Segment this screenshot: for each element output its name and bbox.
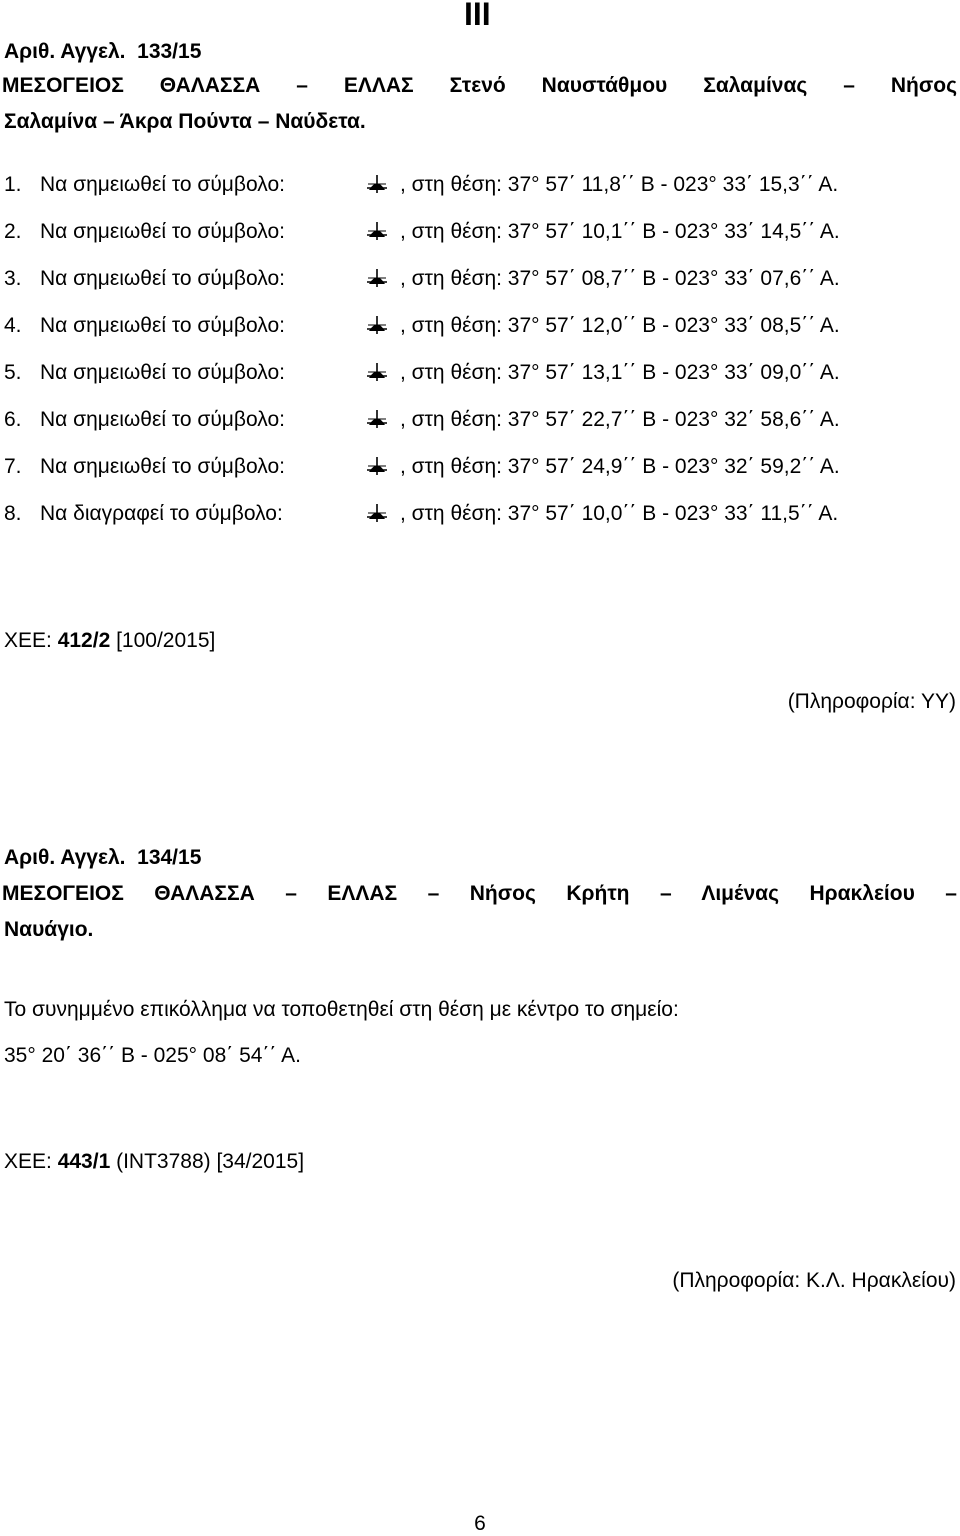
item-number: 4. <box>4 314 22 337</box>
item-position: , στη θέση: 37° 57΄ 22,7΄΄ Β - 023° 32΄ 58,6΄΄ Α. <box>400 408 840 431</box>
notice1-number-label: Αριθ. Αγγελ. <box>4 40 126 63</box>
notice2-number-value: 134/15 <box>137 846 202 869</box>
title-word: Νήσος <box>890 74 957 97</box>
notice1-number-value: 133/15 <box>137 40 202 63</box>
item-number: 2. <box>4 220 22 243</box>
title-word: – <box>427 882 440 905</box>
item-instruction: Να σημειωθεί το σύμβολο: <box>40 408 285 431</box>
chart-ref-prefix: ΧΕΕ: <box>4 629 58 652</box>
item-number: 5. <box>4 361 22 384</box>
item-position: , στη θέση: 37° 57΄ 13,1΄΄ Β - 023° 33΄ 09,0΄΄ Α. <box>400 361 840 384</box>
item-instruction: Να διαγραφεί το σύμβολο: <box>40 502 283 525</box>
wreck-symbol-icon <box>366 455 388 477</box>
notice2-title-line1 <box>2 882 957 906</box>
wreck-symbol-icon <box>366 408 388 430</box>
title-word: – <box>659 882 672 905</box>
wreck-symbol-icon <box>366 173 388 195</box>
wreck-symbol-icon <box>366 267 388 289</box>
item-position: , στη θέση: 37° 57΄ 10,0΄΄ Β - 023° 33΄ 11,5΄΄ Α. <box>400 502 839 525</box>
notice1-info-source: (Πληροφορία: ΥΥ) <box>787 690 956 713</box>
notice1-item <box>0 173 960 203</box>
title-word: ΜΕΣΟΓΕΙΟΣ <box>2 74 124 97</box>
title-word: Κρήτη <box>566 882 630 905</box>
item-instruction: Να σημειωθεί το σύμβολο: <box>40 220 285 243</box>
item-number: 3. <box>4 267 22 290</box>
title-word: ΕΛΛΑΣ <box>327 882 398 905</box>
item-position: , στη θέση: 37° 57΄ 11,8΄΄ Β - 023° 33΄ 15,3΄΄ Α. <box>400 173 839 196</box>
item-number: 6. <box>4 408 22 431</box>
item-position: , στη θέση: 37° 57΄ 12,0΄΄ Β - 023° 33΄ 08,5΄΄ Α. <box>400 314 840 337</box>
notice1-item <box>0 220 960 250</box>
title-word: ΜΕΣΟΓΕΙΟΣ <box>2 882 124 905</box>
item-instruction: Να σημειωθεί το σύμβολο: <box>40 267 285 290</box>
page-section-numeral: III <box>464 0 491 32</box>
wreck-symbol-icon <box>366 314 388 336</box>
title-word: – <box>296 74 308 97</box>
notice2-position: 35° 20΄ 36΄΄ Β - 025° 08΄ 54΄΄ Α. <box>4 1044 301 1067</box>
title-word: – <box>945 882 957 905</box>
notice1-chart-reference <box>4 629 215 653</box>
page-number: 6 <box>474 1512 486 1535</box>
title-word: ΘΑΛΑΣΣΑ <box>159 74 261 97</box>
item-instruction: Να σημειωθεί το σύμβολο: <box>40 173 285 196</box>
notice1-title-line1 <box>2 74 957 98</box>
title-word: ΕΛΛΑΣ <box>343 74 414 97</box>
title-word: Στενό <box>449 74 506 97</box>
notice1-number <box>4 40 201 64</box>
notice2-number <box>4 846 201 870</box>
notice2-chart-reference <box>4 1150 304 1174</box>
item-position: , στη θέση: 37° 57΄ 10,1΄΄ Β - 023° 33΄ 14,5΄΄ Α. <box>400 220 840 243</box>
title-word: Σαλαμίνας <box>703 74 808 97</box>
notice1-item <box>0 455 960 485</box>
chart-ref-number: 412/2 <box>57 629 111 652</box>
chart-ref-suffix: (INT3788) [34/2015] <box>110 1150 305 1173</box>
notice2-body-line1: Το συνημμένο επικόλλημα να τοποθετηθεί στη θέση με κέντρο το σημείο: <box>4 998 679 1021</box>
notice2-info-source: (Πληροφορία: Κ.Λ. Ηρακλείου) <box>672 1269 956 1292</box>
item-number: 8. <box>4 502 22 525</box>
chart-ref-number: 443/1 <box>57 1150 111 1173</box>
notice2-number-label: Αριθ. Αγγελ. <box>4 846 126 869</box>
notice1-item <box>0 408 960 438</box>
title-word: Ναυστάθμου <box>541 74 668 97</box>
title-word: – <box>285 882 297 905</box>
item-instruction: Να σημειωθεί το σύμβολο: <box>40 361 285 384</box>
notice1-item <box>0 361 960 391</box>
title-word: ΘΑΛΑΣΣΑ <box>154 882 255 905</box>
chart-ref-suffix: [100/2015] <box>110 629 216 652</box>
title-word: Λιμένας <box>701 882 780 905</box>
title-word: – <box>843 74 855 97</box>
notice1-item <box>0 314 960 344</box>
wreck-symbol-icon <box>366 220 388 242</box>
item-position: , στη θέση: 37° 57΄ 08,7΄΄ Β - 023° 33΄ 07,6΄΄ Α. <box>400 267 840 290</box>
notice2-title-line2: Ναυάγιο. <box>4 918 94 941</box>
title-word: Ηρακλείου <box>809 882 915 905</box>
item-instruction: Να σημειωθεί το σύμβολο: <box>40 455 285 478</box>
title-word: Νήσος <box>469 882 536 905</box>
item-number: 7. <box>4 455 22 478</box>
wreck-symbol-icon <box>366 361 388 383</box>
chart-ref-prefix: ΧΕΕ: <box>4 1150 58 1173</box>
item-instruction: Να σημειωθεί το σύμβολο: <box>40 314 285 337</box>
wreck-symbol-icon <box>366 502 388 524</box>
notice1-item <box>0 502 960 532</box>
item-number: 1. <box>4 173 22 196</box>
notice1-item <box>0 267 960 297</box>
item-position: , στη θέση: 37° 57΄ 24,9΄΄ Β - 023° 32΄ 59,2΄΄ Α. <box>400 455 840 478</box>
notice1-title-line2: Σαλαμίνα – Άκρα Πούντα – Ναύδετα. <box>4 110 366 133</box>
